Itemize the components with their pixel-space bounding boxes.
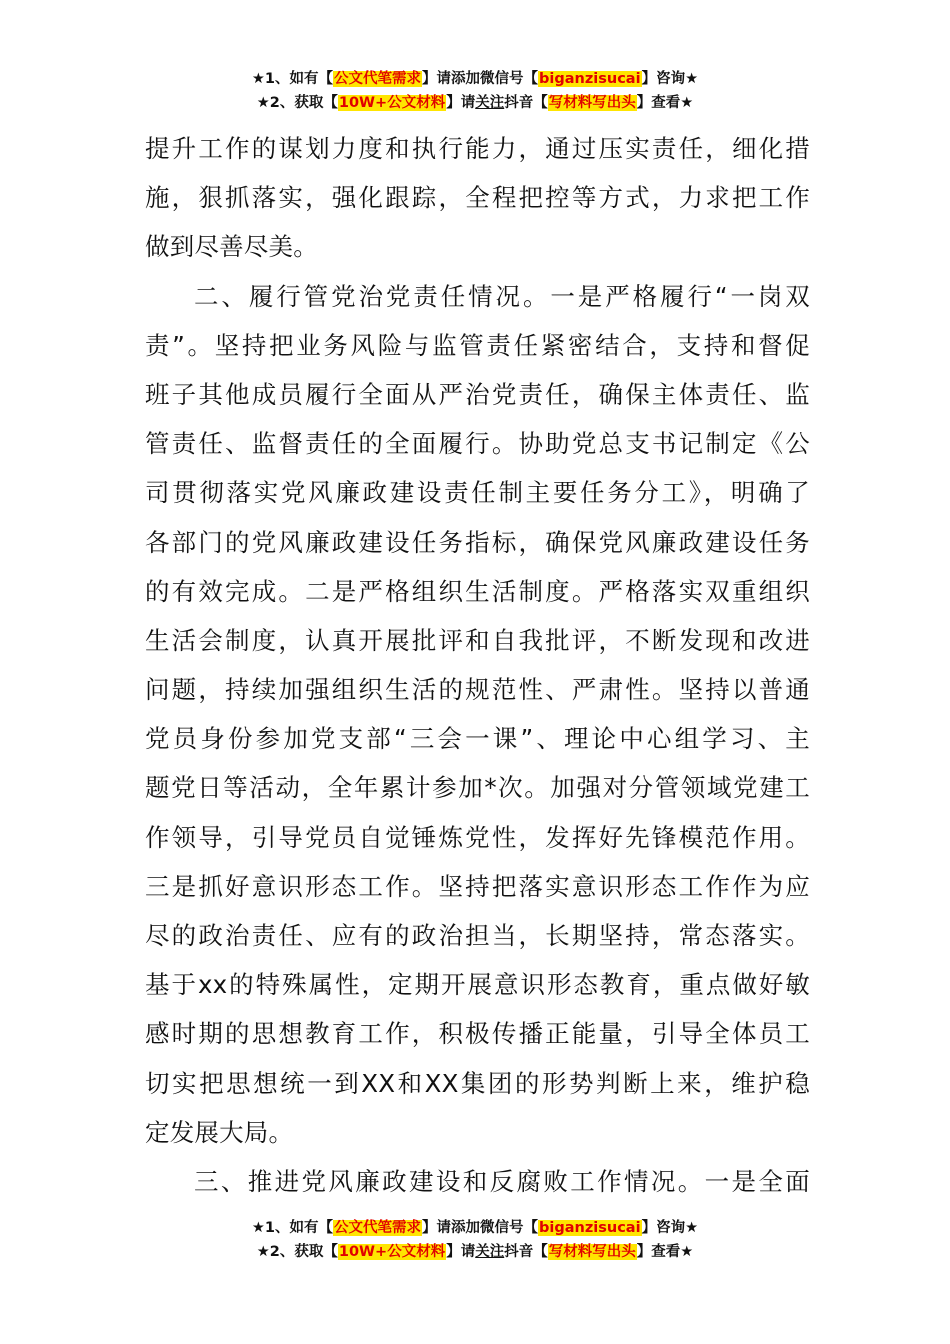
document-body	[145, 124, 810, 1206]
text-line: 做到尽善尽美。	[145, 232, 318, 262]
text-line: 党员身份参加党支部“三会一课”、理论中心组学习、主	[145, 724, 810, 754]
highlight-service: 公文代笔需求	[334, 1220, 422, 1236]
highlight-wechat-id: biganzisucai	[539, 71, 641, 87]
highlight-douyin-account: 写材料写出头	[548, 1244, 636, 1260]
text-line: 尽的政治责任、应有的政治担当，长期坚持，常态落实。	[145, 921, 810, 950]
footer-banner	[0, 1216, 950, 1264]
text-line: 三、推进党风廉政建设和反腐败工作情况。一是全面	[194, 1166, 810, 1196]
text-line: 作领导，引导党员自觉锤炼党性，发挥好先锋模范作用。	[145, 822, 810, 852]
underlined-follow: 关注	[475, 95, 505, 111]
text-line: 切实把思想统一到XX和XX集团的形势判断上来，维护稳	[145, 1068, 810, 1098]
header-banner	[0, 67, 950, 115]
text-line: 司贯彻落实党风廉政建设责任制主要任务分工》，明确了	[145, 478, 810, 508]
text-line: 各部门的党风廉政建设任务指标，确保党风廉政建设任务	[145, 527, 810, 557]
highlight-materials: 10W+公文材料	[338, 1244, 446, 1260]
text-line: 定发展大局。	[145, 1117, 294, 1147]
banner-line-1: ★1、如有【公文代笔需求】请添加微信号【biganzisucai】咨询★	[251, 71, 699, 87]
highlight-douyin-account: 写材料写出头	[548, 95, 636, 111]
underlined-follow: 关注	[475, 1244, 505, 1260]
text-line: 的有效完成。二是严格组织生活制度。严格落实双重组织	[145, 576, 810, 606]
text-line: 感时期的思想教育工作，积极传播正能量，引导全体员工	[145, 1019, 810, 1049]
banner-line-2: ★2、获取【10W+公文材料】请关注抖音【写材料写出头】查看★	[256, 95, 694, 111]
text-line: 二、履行管党治党责任情况。一是严格履行“一岗双	[194, 281, 810, 311]
banner-line-1: ★1、如有【公文代笔需求】请添加微信号【biganzisucai】咨询★	[251, 1220, 699, 1236]
text-line: 生活会制度，认真开展批评和自我批评，不断发现和改进	[145, 625, 810, 655]
text-line: 班子其他成员履行全面从严治党责任，确保主体责任、监	[145, 379, 810, 409]
highlight-materials: 10W+公文材料	[338, 95, 446, 111]
text-line: 管责任、监督责任的全面履行。协助党总支书记制定《公	[145, 429, 810, 459]
text-line: 三是抓好意识形态工作。坚持把落实意识形态工作作为应	[145, 871, 810, 901]
text-line: 责”。坚持把业务风险与监管责任紧密结合，支持和督促	[145, 330, 810, 360]
text-line: 施，狠抓落实，强化跟踪，全程把控等方式，力求把工作	[145, 183, 810, 213]
highlight-wechat-id: biganzisucai	[539, 1220, 641, 1236]
text-line: 题党日等活动，全年累计参加*次。加强对分管领域党建工	[145, 773, 810, 803]
highlight-service: 公文代笔需求	[334, 71, 422, 87]
text-line: 问题，持续加强组织生活的规范性、严肃性。坚持以普通	[145, 675, 810, 705]
text-line: 提升工作的谋划力度和执行能力，通过压实责任，细化措	[145, 134, 810, 163]
banner-line-2: ★2、获取【10W+公文材料】请关注抖音【写材料写出头】查看★	[256, 1244, 694, 1260]
text-line: 基于xx的特殊属性，定期开展意识形态教育，重点做好敏	[145, 970, 810, 1000]
